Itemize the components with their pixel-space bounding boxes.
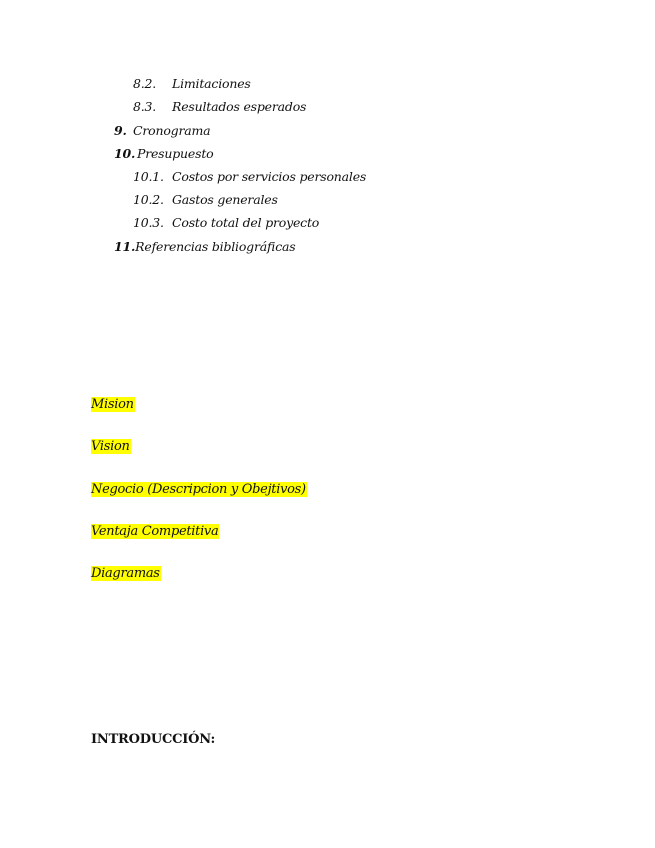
toc-number: 8.3. [133,99,157,114]
toc-number: 9. [114,123,127,138]
toc-number: 10. [114,146,136,161]
highlighted-text: Vision [91,439,130,454]
toc-label: Costo total del proyecto [172,215,320,230]
toc-label: Referencias bibliográficas [135,239,296,254]
toc-label: Presupuesto [137,146,214,161]
toc-item-9[interactable] [114,123,210,139]
toc-label: Gastos generales [172,192,278,207]
toc-label: Cronograma [133,123,211,138]
toc-item-8-2[interactable] [133,76,251,92]
toc-number: 11. [114,239,136,254]
highlighted-text: Ventaja Competitiva [91,524,219,539]
toc-label: Limitaciones [172,76,251,91]
highlighted-text: Mision [91,397,134,412]
toc-item-10-3[interactable] [133,215,319,231]
highlighted-text: Negocio (Descripcion y Obejtivos) [91,482,306,497]
toc-number: 8.2. [133,76,157,91]
section-heading-introduccion: INTRODUCCIÓN: [91,732,216,747]
highlighted-line-mision [91,396,135,413]
toc-item-11[interactable] [114,239,296,255]
toc-item-10-1[interactable] [133,169,366,185]
highlighted-line-negocio [91,481,307,498]
toc-label: Resultados esperados [172,99,307,114]
highlighted-line-diagramas [91,565,161,582]
highlighted-text: Diagramas [91,566,160,581]
toc-item-10-2[interactable] [133,192,278,208]
highlighted-line-vision [91,438,131,455]
toc-item-10[interactable] [114,146,213,162]
toc-item-8-3[interactable] [133,99,306,115]
toc-label: Costos por servicios personales [172,169,367,184]
toc-number: 10.3. [133,215,164,230]
toc-number: 10.1. [133,169,164,184]
highlighted-line-ventaja [91,523,219,540]
toc-number: 10.2. [133,192,164,207]
